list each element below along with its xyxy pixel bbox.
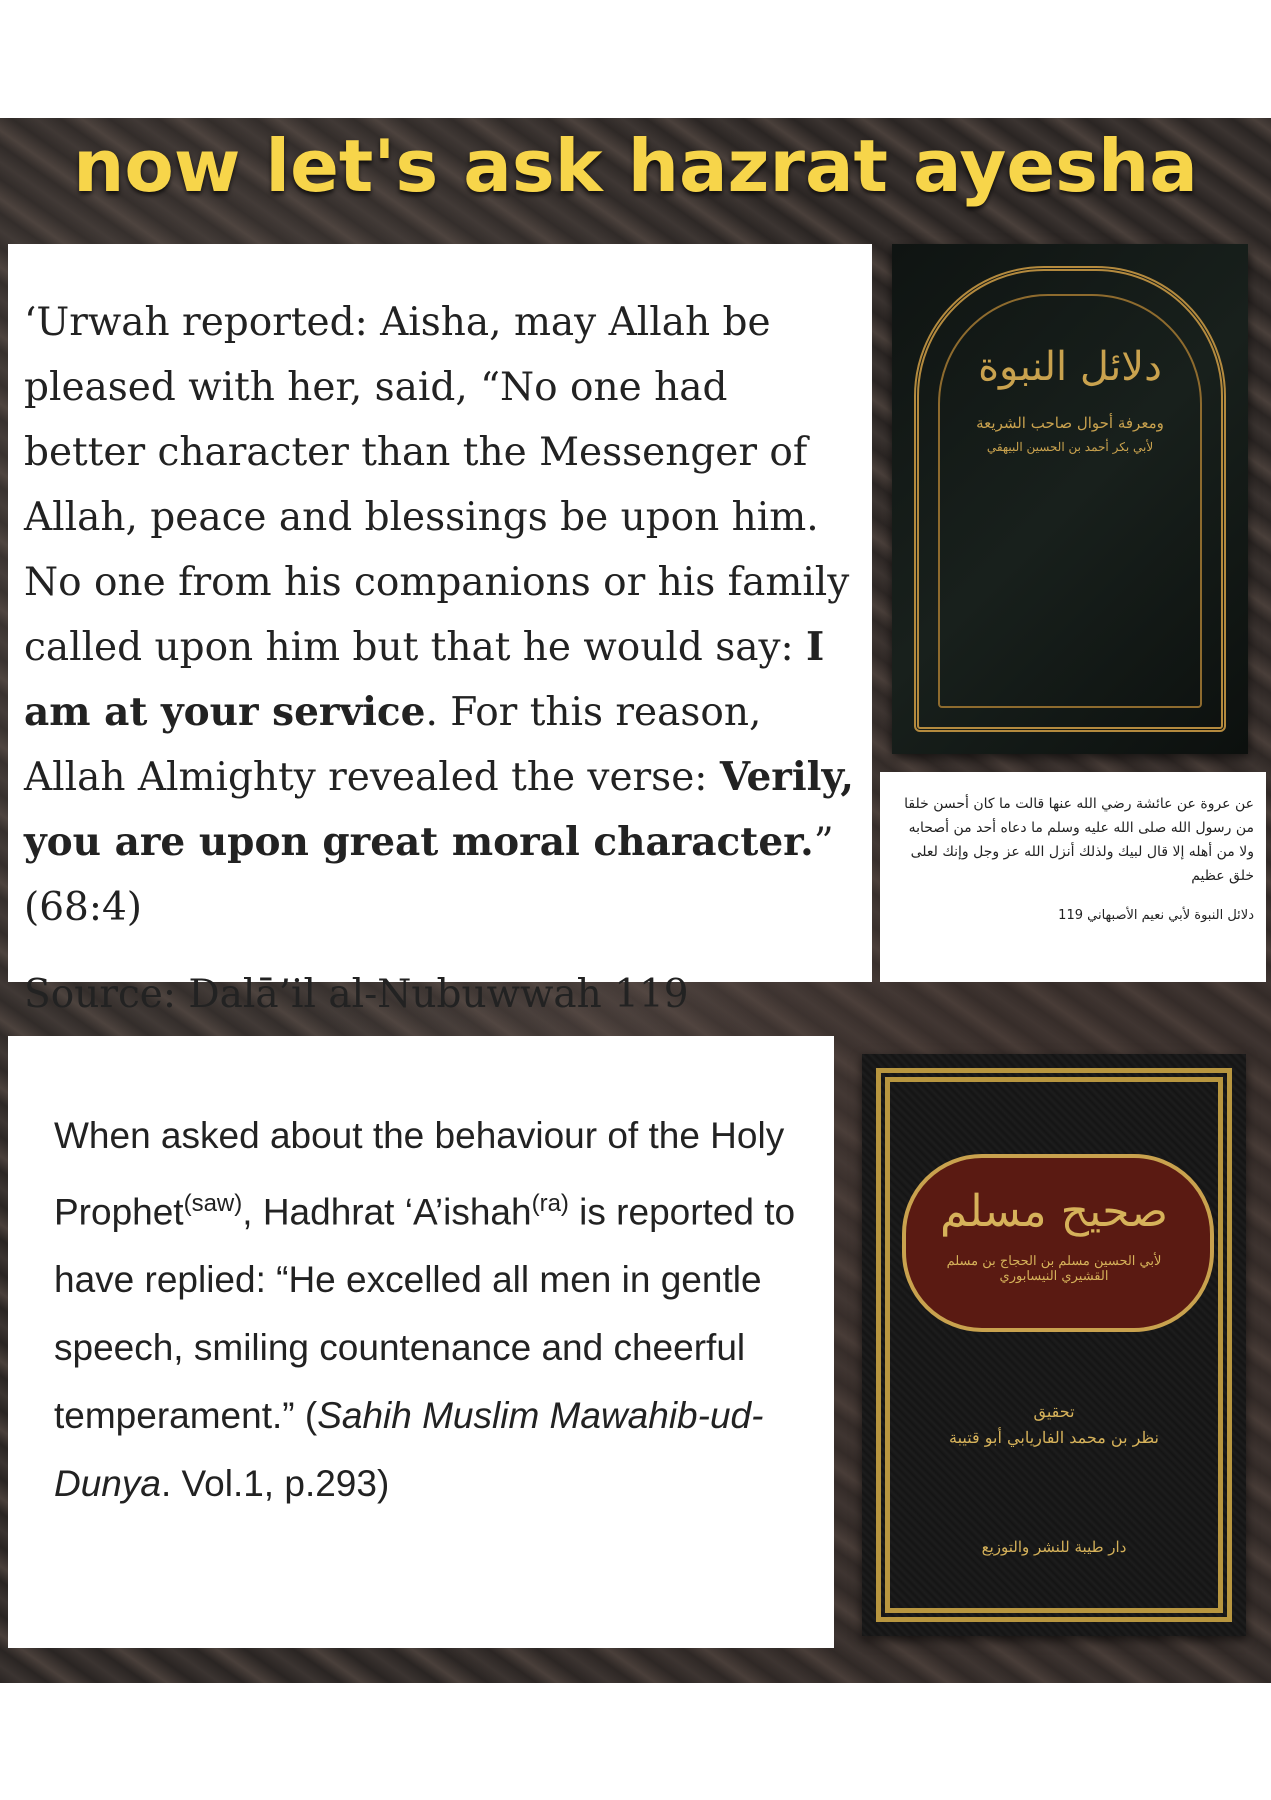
book-author: لأبي بكر أحمد بن الحسين البيهقي (986, 440, 1154, 454)
book2-editor: نظر بن محمد الفاريابي أبو قتيبة (948, 1428, 1160, 1447)
quote-text-2: When asked about the behaviour of the Holy Prophet$^{(saw)}$, Hadhrat ‘A’ishah$^{(ra)}$ is reported to have replied: “He excelled all men in gentle speech, smiling countenance and cheerful temperament.” (Sahih Muslim Mawahib-ud-Dunya. Vol.1, p.293) (54, 1115, 796, 1505)
quote-source: Source: Dalā’il al-Nubuwwah 119 (24, 972, 689, 1017)
book-cover-dalail (892, 244, 1248, 754)
book2-editor-label: تحقيق (1033, 1402, 1075, 1421)
headline: now let's ask hazrat ayesha (73, 124, 1198, 208)
quote-card-aishah (8, 1036, 834, 1648)
quote-bold-2: Verily, you are upon great moral character. (24, 754, 854, 865)
book2-subtitle: لأبي الحسين مسلم بن الحجاج بن مسلم القشيري النيسابوري (946, 1254, 1162, 1284)
book-subtitle: ومعرفة أحوال صاحب الشريعة (976, 414, 1164, 432)
book2-title: صحيح مسلم (939, 1186, 1169, 1237)
arabic-excerpt (880, 772, 1266, 982)
book-title: دلائل النبوة (978, 344, 1162, 390)
quote-bold-1: I am at your service (24, 624, 825, 735)
quote-text: ‘Urwah reported: Aisha, may Allah be pleased with her, said, “No one had better character than the Messenger of Allah, peace and blessings be upon him. No one from his companions or his family called upon him but that he would say: I am at your service. For this reason, Allah Almighty revealed the verse: Verily, you are upon great moral character.” (68:4) (24, 300, 854, 930)
arabic-reference: دلائل النبوة لأبي نعيم الأصبهاني 119 (1058, 908, 1254, 923)
book2-publisher: دار طيبة للنشر والتوزيع (981, 1538, 1127, 1556)
quote-card-urwah (8, 244, 872, 1017)
quote-citation: Sahih Muslim Mawahib-ud-Dunya (54, 1395, 764, 1505)
arabic-text: عن عروة عن عائشة رضي الله عنها قالت ما كان أحسن خلقا من رسول الله صلى الله عليه وسلم ما دعاه أحد من أصحابه ولا من أهله إلا قال لبيك ولذلك أنزل الله عز وجل وإنك لعلى خلق عظيم (904, 796, 1254, 884)
book-cover-sahih-muslim (862, 1054, 1246, 1636)
